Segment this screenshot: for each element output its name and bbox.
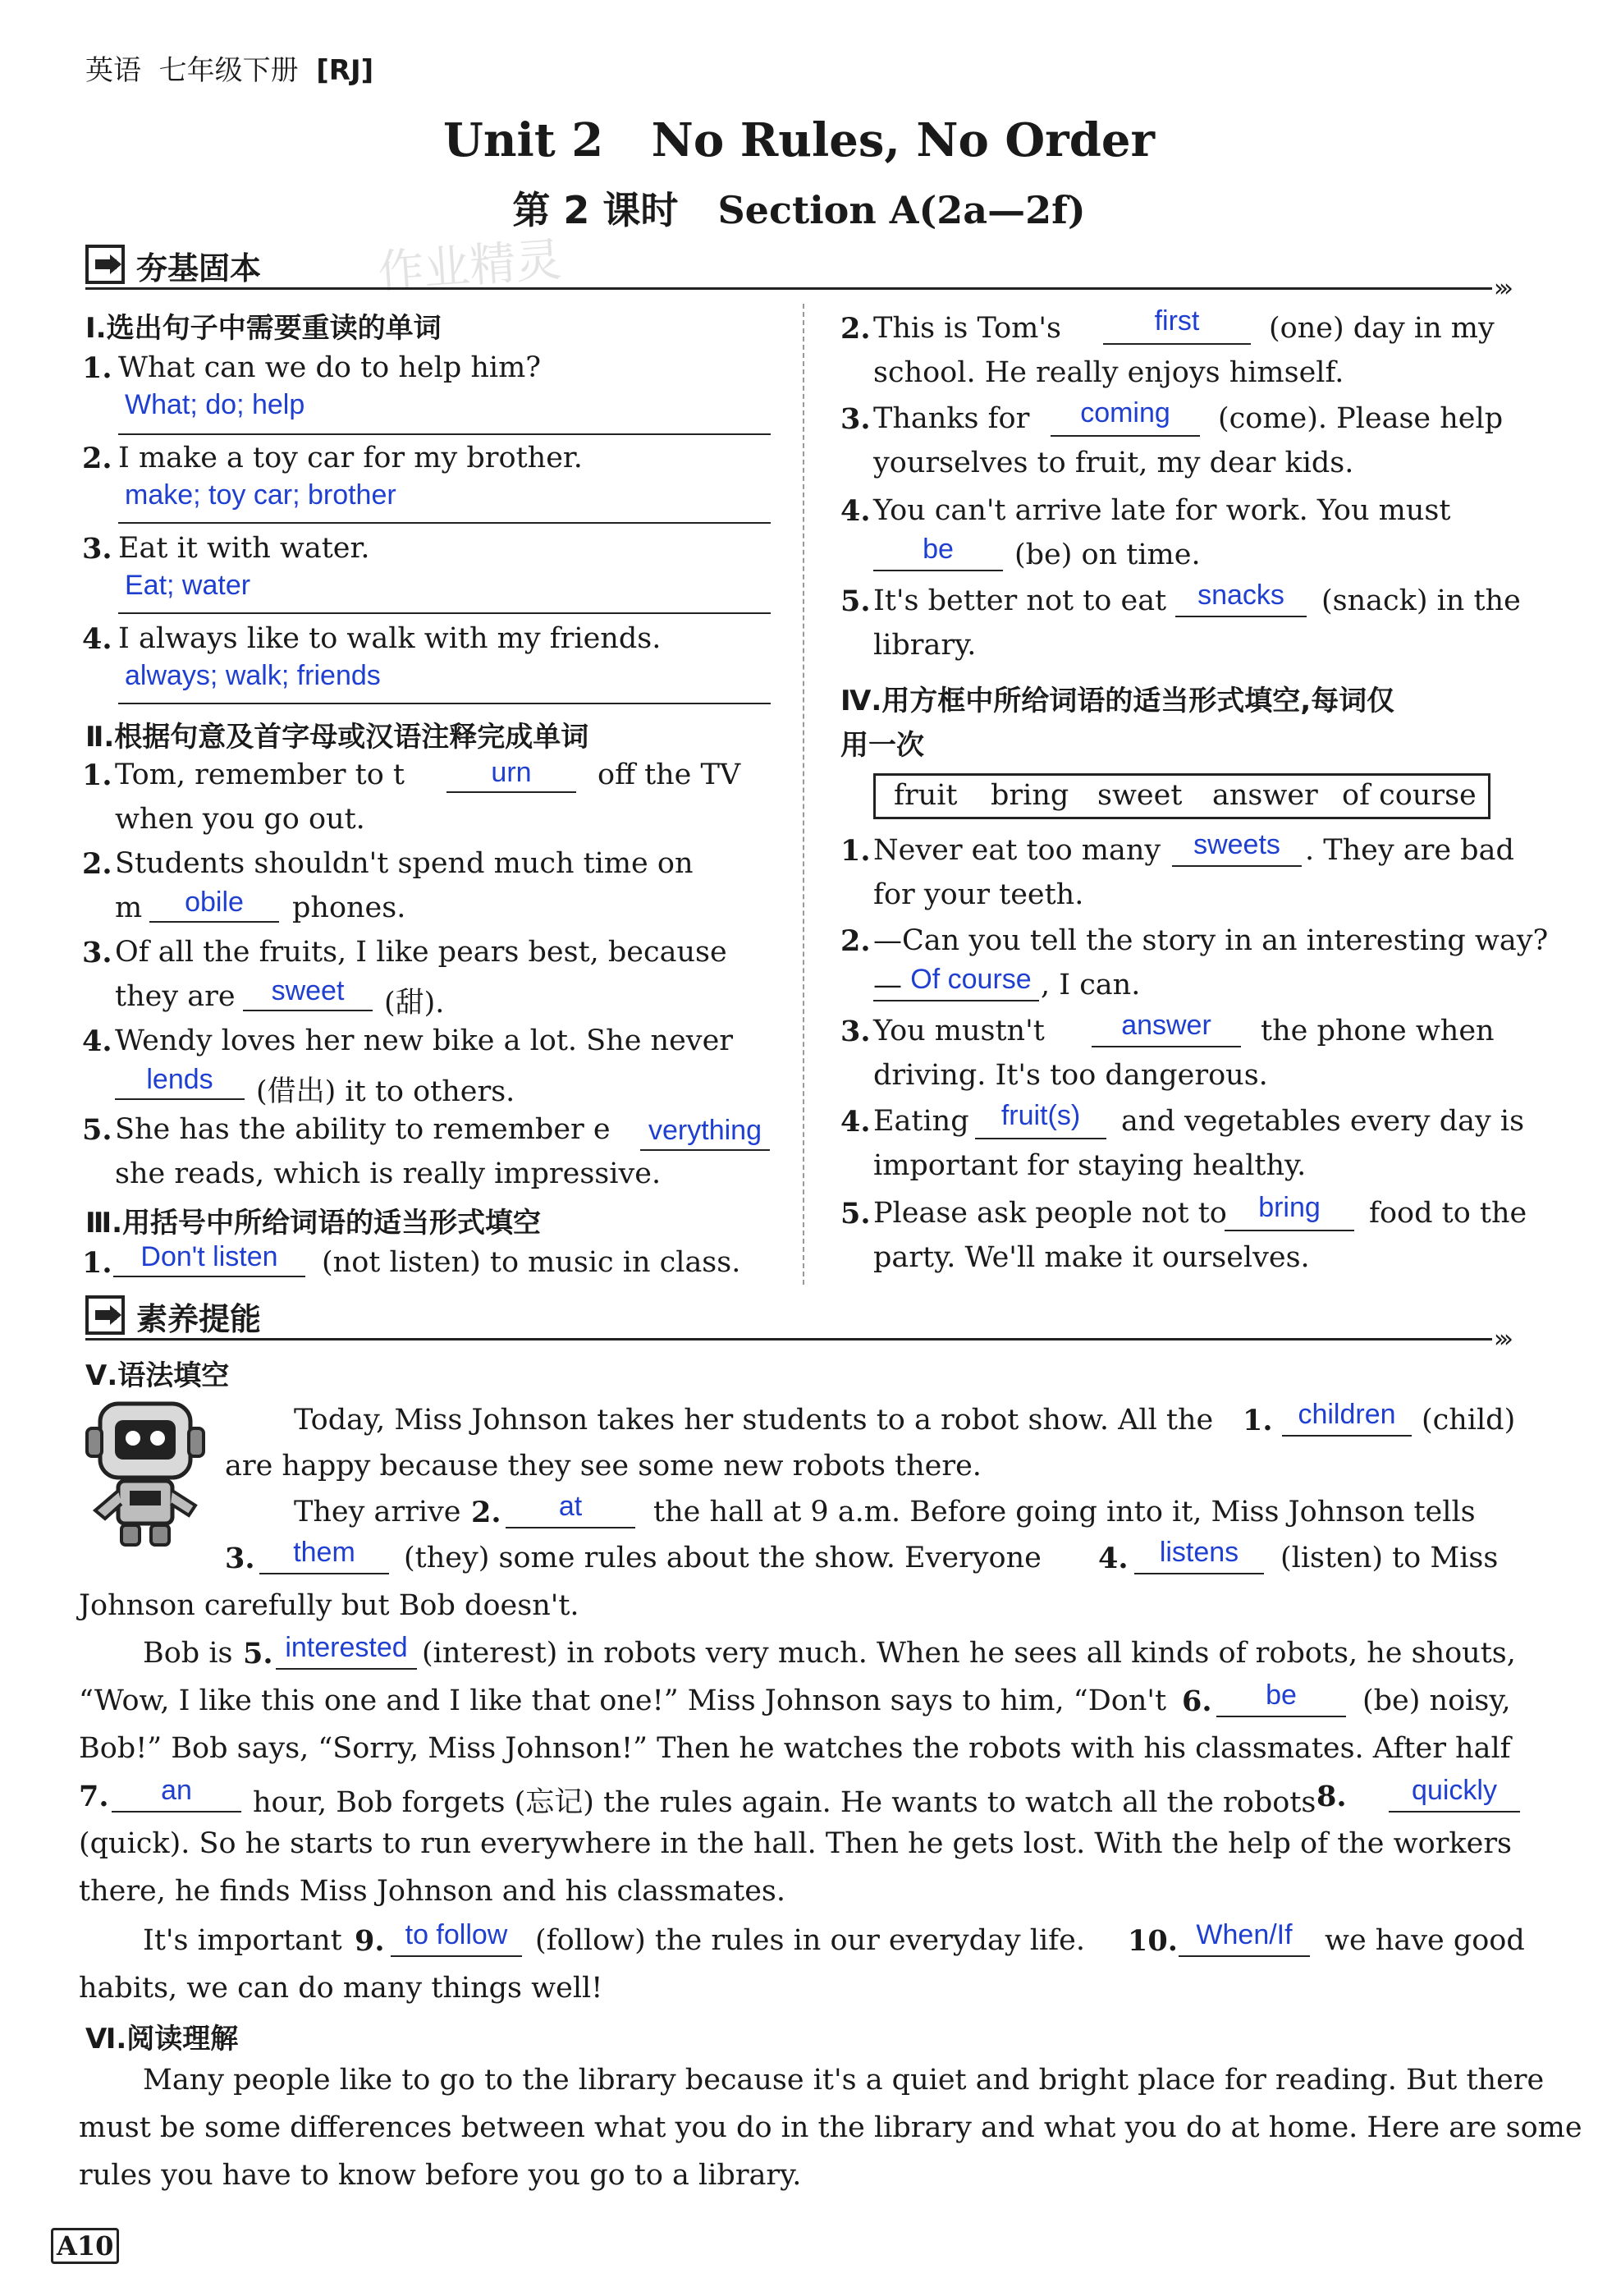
passage-text: (follow) the rules in our everyday life. [535,1924,1085,1957]
answer-line [149,921,279,923]
blank-number: 7. [79,1780,109,1813]
banner-advanced: 素养提能 [136,1301,262,1337]
question-text: Eating [873,1105,969,1138]
question-text: What can we do to help him? [118,351,542,384]
passage-text: (be) noisy, [1362,1684,1511,1717]
blank-number: 5. [243,1637,273,1670]
item-num: 4. [82,1024,112,1058]
question-text: m [115,891,143,924]
passage-text: Johnson carefully but Bob doesn't. [79,1589,579,1622]
chevron-right-icon: ››› [1494,1325,1509,1354]
question-text: She has the ability to remember e [115,1113,611,1146]
answer-text: Of course [910,964,1032,995]
part4-heading: Ⅳ.用方框中所给词语的适当形式填空,每词仅 [840,685,1395,717]
word-option: answer [1212,779,1318,812]
answer-line [113,1276,305,1277]
banner-rule [85,287,1492,290]
answer-text: at [558,1491,583,1522]
answer-line [118,522,771,524]
answer-line [118,703,771,704]
answer-line [112,1811,241,1813]
blank-number: 8. [1316,1780,1347,1813]
answer-line [1179,1955,1310,1957]
item-num: 1. [82,758,112,792]
answer-text: be [1266,1680,1297,1711]
blank-number: 1. [1243,1404,1273,1437]
answer-line [1389,1811,1520,1813]
passage-text: are happy because they see some new robots there. [225,1450,982,1483]
part4-heading-2: 用一次 [840,729,924,762]
blank-number: 2. [471,1496,501,1529]
question-text: (come). Please help [1218,402,1504,435]
question-text: Wendy loves her new bike a lot. She never [115,1024,734,1057]
banner-basic: 夯基固本 [136,250,262,286]
part1-heading: Ⅰ.选出句子中需要重读的单词 [85,312,442,345]
question-text: . They are bad [1305,834,1514,867]
answer-line [243,1010,373,1011]
word-option: fruit [894,779,958,812]
answer-line [1225,1230,1354,1231]
passage-text: Bob is [143,1637,233,1670]
blank-number: 9. [355,1924,385,1958]
answer-line [1134,1573,1264,1574]
answer-line [506,1527,635,1528]
answer-text: sweet [271,975,345,1006]
passage-text: we have good [1325,1924,1525,1957]
question-text: , I can. [1041,969,1141,1001]
answer-text: When/If [1196,1919,1293,1950]
answer-text: Eat; water [125,570,251,601]
answer-text: bring [1258,1192,1321,1223]
question-text: (甜). [384,987,445,1020]
answer-text: interested [285,1632,408,1663]
robot-illustration [76,1395,215,1551]
passage-text: rules you have to know before you go to a library. [79,2159,802,2192]
item-num: 3. [82,936,112,969]
passage-text: Today, Miss Johnson takes her students to a robot show. All the [294,1404,1214,1437]
answer-line [118,612,771,614]
question-text: —Can you tell the story in an interesting way? [873,924,1549,957]
answer-line [1282,1435,1412,1437]
banner-arrow-icon [85,1295,125,1335]
question-text: It's better not to eat [873,584,1167,617]
question-text: You mustn't [873,1015,1045,1047]
answer-text: Don't listen [140,1241,278,1272]
header-subject: 英语 七年级下册 [RJ] [85,54,374,87]
passage-text: Bob!” Bob says, “Sorry, Miss Johnson!” Then he watches the robots with his classmates. After half [79,1732,1511,1765]
answer-line [1216,1716,1346,1717]
answer-line [259,1573,389,1574]
item-num: 5. [840,584,871,618]
question-text: Students shouldn't spend much time on [115,847,694,880]
answer-line [1175,616,1307,617]
answer-line [873,570,1003,571]
question-text: when you go out. [115,803,365,836]
lesson-title: 第 2 课时 Section A(2a—2f) [512,188,1086,232]
passage-text: “Wow, I like this one and I like that one!” Miss Johnson says to him, “Don't [79,1684,1167,1717]
banner-arrow-icon [85,245,125,284]
item-num: 1. [82,1246,112,1280]
answer-text: an [161,1775,192,1806]
passage-text: hour, Bob forgets (忘记) the rules again. He wants to watch all the robots [253,1786,1316,1819]
passage-text: (quick). So he starts to run everywhere in the hall. Then he gets lost. With the help of the workers [79,1827,1513,1860]
question-text: library. [873,629,977,662]
question-text: — [873,969,902,1001]
question-text: I always like to walk with my friends. [118,622,662,655]
question-text: Of all the fruits, I like pears best, because [115,936,727,969]
item-num: 3. [82,532,112,566]
banner-rule [85,1338,1492,1340]
item-num: 4. [840,1105,871,1139]
item-num: 1. [840,834,871,868]
item-num: 1. [82,351,112,385]
question-text: phones. [292,891,406,924]
question-text: This is Tom's [873,312,1061,345]
question-text: for your teeth. [873,878,1084,911]
answer-line [640,1149,770,1151]
part2-heading: Ⅱ.根据句意及首字母或汉语注释完成单词 [85,721,589,754]
answer-text: verything [648,1115,762,1146]
question-text: food to the [1369,1197,1527,1230]
word-option: bring [991,779,1069,812]
answer-text: obile [185,887,244,918]
answer-line [391,1955,522,1957]
question-text: party. We'll make it ourselves. [873,1241,1310,1274]
passage-text: there, he finds Miss Johnson and his classmates. [79,1875,786,1908]
question-text: driving. It's too dangerous. [873,1059,1268,1092]
part5-heading: Ⅴ.语法填空 [85,1359,230,1392]
word-box [873,773,1490,819]
passage-text: Many people like to go to the library because it's a quiet and bright place for reading. But there [143,2064,1545,2097]
unit-title: Unit 2 No Rules, No Order [443,113,1155,167]
question-text: (one) day in my [1269,312,1495,345]
answer-text: fruit(s) [1000,1100,1081,1131]
answer-line [276,1668,417,1670]
passage-text: It's important [143,1924,342,1957]
item-num: 2. [82,847,112,881]
answer-text: answer [1121,1010,1211,1041]
passage-text: habits, we can do many things well! [79,1972,603,2005]
question-text: school. He really enjoys himself. [873,356,1344,389]
item-num: 5. [82,1113,112,1147]
question-text: Tom, remember to t [115,758,405,791]
passage-text: (interest) in robots very much. When he sees all kinds of robots, he shouts, [422,1637,1516,1670]
blank-number: 10. [1128,1924,1178,1958]
question-text: and vegetables every day is [1121,1105,1525,1138]
blank-number: 6. [1182,1684,1212,1718]
passage-text: (they) some rules about the show. Everyone [404,1542,1042,1574]
answer-text: snacks [1197,580,1284,611]
question-text: important for staying healthy. [873,1149,1307,1182]
part6-heading: Ⅵ.阅读理解 [85,2023,239,2055]
page-number: A10 [51,2228,119,2264]
answer-text: children [1298,1399,1396,1430]
question-text: Please ask people not to [873,1197,1227,1230]
question-text: Never eat too many [873,834,1161,867]
answer-line [873,1000,1039,1001]
answer-line [975,1138,1106,1139]
question-text: (借出) it to others. [256,1075,515,1108]
answer-text: first [1154,305,1200,337]
question-text: Thanks for [873,402,1030,435]
column-divider [803,304,804,1285]
item-num: 4. [82,622,112,656]
answer-text: lends [146,1064,213,1095]
answer-text: What; do; help [125,389,305,420]
question-text: (not listen) to music in class. [322,1246,741,1279]
answer-text: to follow [405,1919,508,1950]
blank-number: 3. [225,1542,255,1575]
passage-text: (child) [1422,1404,1516,1437]
answer-line [1103,343,1251,345]
question-text: You can't arrive late for work. You must [873,494,1451,527]
part3-heading: Ⅲ.用括号中所给词语的适当形式填空 [85,1207,542,1240]
blank-number: 4. [1098,1542,1129,1575]
answer-line [118,433,771,435]
passage-text: They arrive [294,1496,461,1528]
passage-text: the hall at 9 a.m. Before going into it, Miss Johnson tells [653,1496,1476,1528]
answer-line [1092,1046,1241,1047]
answer-line [1051,435,1200,437]
question-text: (snack) in the [1321,584,1521,617]
answer-text: listens [1159,1537,1239,1568]
word-option: of course [1342,779,1477,812]
item-num: 3. [840,402,871,436]
answer-text: urn [491,757,532,788]
item-num: 2. [840,924,871,958]
answer-line [115,1098,245,1100]
item-num: 4. [840,494,871,528]
word-option: sweet [1097,779,1183,812]
passage-text: (listen) to Miss [1280,1542,1499,1574]
question-text: the phone when [1261,1015,1495,1047]
answer-text: quickly [1412,1775,1497,1806]
item-num: 3. [840,1015,871,1048]
passage-text: must be some differences between what you do in the library and what you do at home. Here are some [79,2111,1582,2144]
item-num: 2. [82,442,112,475]
answer-text: be [923,534,954,565]
answer-text: sweets [1193,829,1280,860]
answer-line [1172,865,1302,867]
question-text: yourselves to fruit, my dear kids. [873,447,1354,479]
item-num: 5. [840,1197,871,1230]
question-text: (be) on time. [1014,538,1201,571]
question-text: off the TV [598,758,741,791]
question-text: she reads, which is really impressive. [115,1157,662,1190]
answer-text: always; walk; friends [125,660,381,691]
watermark: 作业精灵 [376,233,564,300]
answer-text: coming [1080,397,1170,428]
question-text: I make a toy car for my brother. [118,442,583,474]
answer-text: make; toy car; brother [125,479,396,511]
question-text: Eat it with water. [118,532,370,565]
answer-text: them [293,1537,355,1568]
chevron-right-icon: ››› [1494,274,1509,303]
answer-line [446,791,576,793]
question-text: they are [115,980,236,1013]
item-num: 2. [840,312,871,346]
